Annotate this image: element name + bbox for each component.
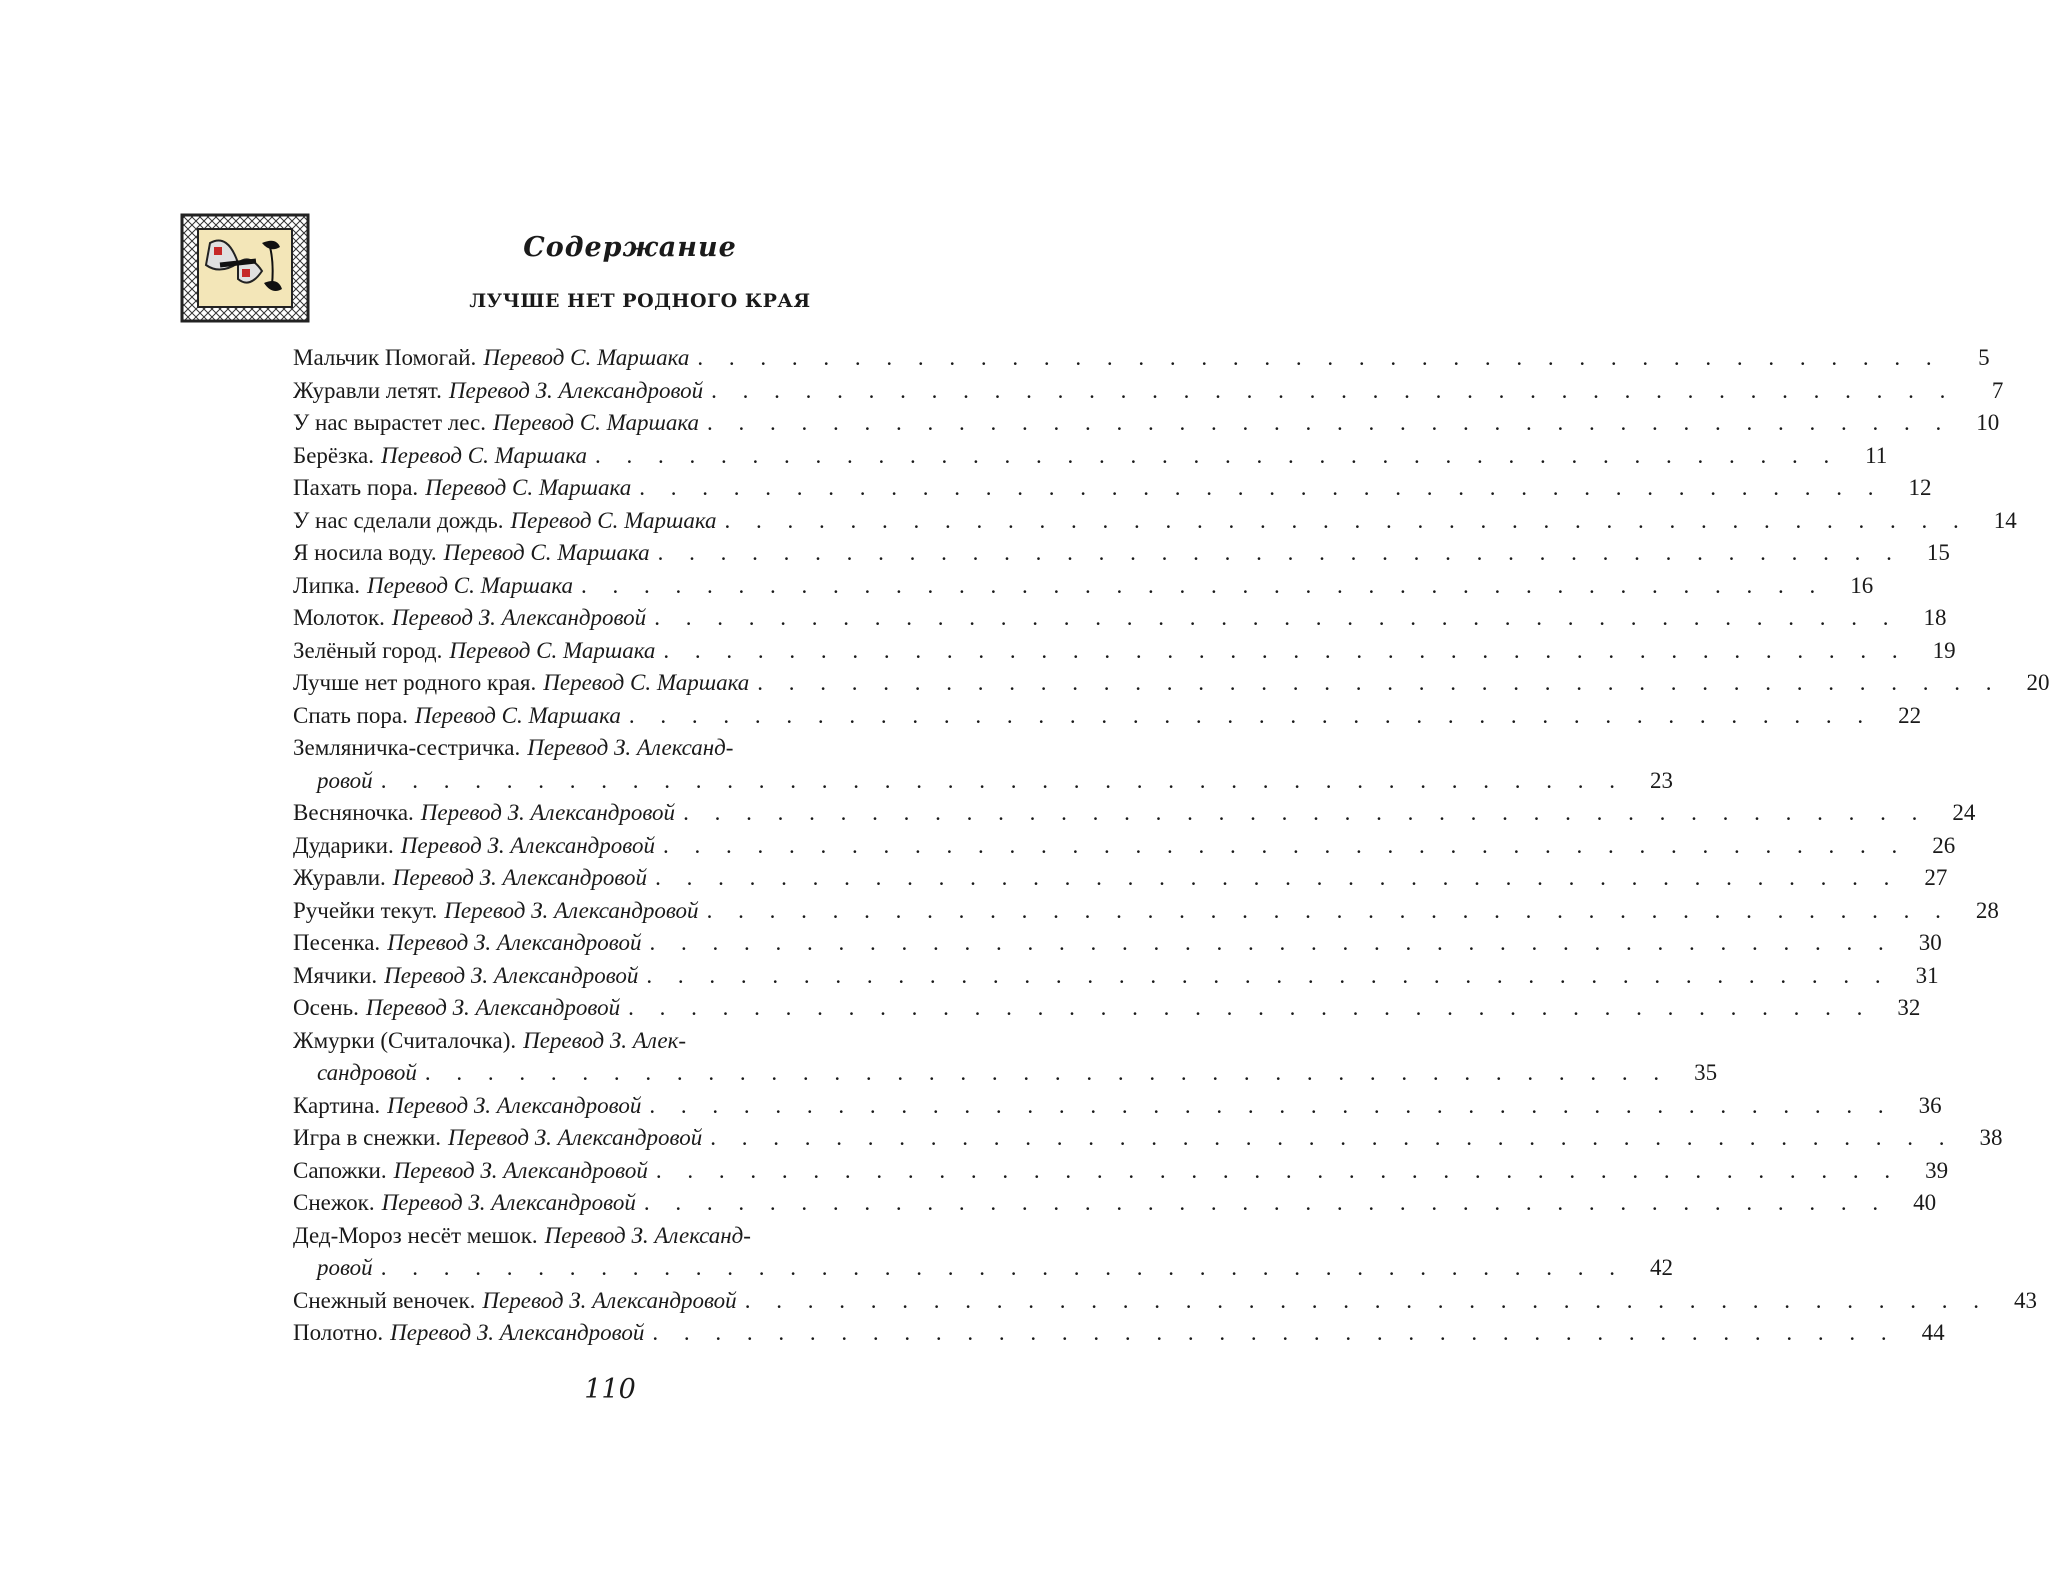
toc-entry-page: 42 [1649, 1255, 1673, 1280]
toc-entry-title: Ручейки текут. [293, 897, 438, 923]
toc-entry [293, 505, 2017, 538]
toc-entry-page: 35 [1694, 1060, 1718, 1085]
leader-dots: . . . . . . . . . . . . . . . . . . . . . . . . . . . . . . . . . . . . . . . . [652, 1320, 1897, 1345]
toc-entry-translator: Перевод З. Александровой [392, 865, 648, 890]
toc-entry-translator: Перевод З. Алек- [523, 1027, 687, 1053]
toc-entry-page: 14 [1993, 507, 2017, 533]
toc-entry-translator-cont: ровой [317, 1255, 373, 1280]
toc-entry-translator: Перевод С. Маршака [443, 540, 650, 565]
toc-entry-translator: Перевод З. Александровой [400, 832, 655, 858]
toc-entry-title: Молоток. [293, 605, 385, 630]
leader-dots: . . . . . . . . . . . . . . . . . . . . . . . . . . . . . . . . . . . . . . . . [581, 572, 1826, 598]
toc-entry-translator: Перевод З. Александ- [544, 1222, 751, 1248]
toc-entry [293, 1317, 1945, 1350]
leader-dots: . . . . . . . . . . . . . . . . . . . . . . . . . . . . . . . . . . . . . . . . [662, 832, 1908, 858]
toc-entry [293, 602, 1947, 635]
toc-entry-page: 39 [1925, 1157, 1949, 1183]
toc-entry-title: Журавли. [293, 865, 386, 890]
toc-entry [293, 992, 1921, 1025]
toc-entry-page: 16 [1850, 572, 1874, 598]
toc-entry-translator: Перевод З. Александровой [365, 995, 621, 1020]
leader-dots: . . . . . . . . . . . . . . . . . . . . . . . . . . . . . . . . . . . . . . . . [649, 930, 1894, 955]
toc-entry-translator: Перевод З. Александровой [448, 377, 704, 403]
toc-entry [293, 1285, 2037, 1318]
toc-entry-page: 26 [1932, 832, 1956, 858]
toc-entry-page: 44 [1921, 1320, 1945, 1345]
leader-dots: . . . . . . . . . . . . . . . . . . . . . . . . . . . . . . . . . . . . . . . . [697, 345, 1942, 370]
toc-entry-page: 23 [1649, 767, 1673, 793]
leader-dots: . . . . . . . . . . . . . . . . . . . . . . . . . . . . . . . . . . . . . . . . [663, 637, 1908, 663]
leader-dots: . . . . . . . . . . . . . . . . . . . . . . . . . . . . . . . . . . . . . . . . [657, 540, 1902, 565]
leader-dots: . . . . . . . . . . . . . . . . . . . . . . . . . . . . . . . . . . . . . . . . [710, 1125, 1955, 1150]
section-heading: ЛУЧШЕ НЕТ РОДНОГО КРАЯ [469, 290, 811, 312]
leader-dots: . . . . . . . . . . . . . . . . . . . . . . . . . . . . . . . . . . . . . . . . [724, 507, 1969, 533]
toc-entry-translator: Перевод С. Маршака [543, 670, 750, 695]
toc-entry-translator: Перевод З. Александровой [384, 962, 639, 988]
toc-entry-page: 18 [1923, 605, 1947, 630]
leader-dots: . . . . . . . . . . . . . . . . . . . . . . . . . . . . . . . . . . . . . . . . [424, 1060, 1670, 1085]
toc-entry [293, 1025, 965, 1058]
toc-entry [293, 830, 1956, 863]
toc-entry [293, 1220, 965, 1253]
toc-entry-page: 12 [1908, 475, 1932, 500]
page-number: 110 [584, 1374, 636, 1405]
toc-entry-translator: Перевод З. Александровой [393, 1157, 648, 1183]
toc-entry [293, 342, 1990, 375]
table-of-contents [293, 342, 2050, 1350]
toc-entry-page: 31 [1915, 962, 1939, 988]
toc-entry-page: 22 [1898, 702, 1922, 728]
toc-entry-title: Мячики. [293, 962, 378, 988]
toc-entry-translator: Перевод С. Маршака [381, 442, 588, 468]
toc-entry-title: Сапожки. [293, 1157, 387, 1183]
toc-entry [293, 1187, 1937, 1220]
toc-entry [293, 1155, 1949, 1188]
toc-entry-title: Лучше нет родного края. [293, 670, 537, 695]
toc-entry-translator: Перевод С. Маршака [510, 507, 717, 533]
toc-entry-title: Весняночка. [293, 800, 414, 825]
leader-dots: . . . . . . . . . . . . . . . . . . . . . . . . . . . . . . . . . . . . . . . . [757, 670, 2002, 695]
toc-entry-title: Осень. [293, 995, 359, 1020]
toc-entry-translator: Перевод С. Маршака [425, 475, 632, 500]
toc-entry-translator: Перевод С. Маршака [483, 345, 690, 370]
toc-entry [293, 635, 1956, 668]
toc-entry-page: 36 [1918, 1092, 1942, 1118]
toc-entry-translator: Перевод С. Маршака [367, 572, 574, 598]
leader-dots: . . . . . . . . . . . . . . . . . . . . . . . . . . . . . . . . . . . . . . . . [706, 897, 1951, 923]
toc-entry-translator: Перевод С. Маршака [449, 637, 656, 663]
toc-entry-translator: Перевод З. Александровой [387, 1092, 642, 1118]
toc-entry [293, 472, 1932, 505]
toc-entry-title: Песенка. [293, 930, 381, 955]
leader-dots: . . . . . . . . . . . . . . . . . . . . . . . . . . . . . . . . . . . . . . . . [628, 995, 1873, 1020]
toc-entry-page: 5 [1978, 345, 1990, 370]
leader-dots: . . . . . . . . . . . . . . . . . . . . . . . . . . . . . . . . . . . . . . . . [639, 475, 1884, 500]
toc-entry [293, 960, 1939, 993]
toc-entry-title: Жмурки (Считалочка). [293, 1027, 517, 1053]
toc-entry-continuation [293, 1252, 1673, 1285]
toc-entry-page: 10 [1976, 410, 2000, 435]
toc-entry [293, 667, 2050, 700]
toc-entry-page: 28 [1975, 897, 1999, 923]
toc-entry [293, 407, 2000, 440]
toc-entry-page: 24 [1952, 800, 1976, 825]
toc-entry-translator: Перевод З. Александровой [390, 1320, 645, 1345]
page-title: Содержание [523, 232, 737, 263]
toc-entry-title: Берёзка. [293, 442, 374, 468]
leader-dots: . . . . . . . . . . . . . . . . . . . . . . . . . . . . . . . . . . . . . . . . [711, 377, 1956, 403]
leader-dots: . . . . . . . . . . . . . . . . . . . . . . . . . . . . . . . . . . . . . . . . [654, 605, 1899, 630]
toc-entry-title: Игра в снежки. [293, 1125, 441, 1150]
toc-entry-page: 40 [1913, 1190, 1937, 1215]
toc-entry [293, 895, 1999, 928]
embroidered-butterfly-icon [180, 213, 310, 323]
leader-dots: . . . . . . . . . . . . . . . . . . . . . . . . . . . . . . . . . . . . . . . . [649, 1092, 1894, 1118]
leader-dots: . . . . . . . . . . . . . . . . . . . . . . . . . . . . . . . . . . . . . . . . [380, 767, 1625, 793]
toc-entry-page: 30 [1918, 930, 1942, 955]
toc-entry-title: Дед-Мороз несёт мешок. [293, 1222, 538, 1248]
leader-dots: . . . . . . . . . . . . . . . . . . . . . . . . . . . . . . . . . . . . . . . . [655, 865, 1900, 890]
leader-dots: . . . . . . . . . . . . . . . . . . . . . . . . . . . . . . . . . . . . . . . . [744, 1287, 1989, 1313]
toc-entry-page: 15 [1926, 540, 1950, 565]
toc-entry-page: 7 [1991, 377, 2004, 403]
leader-dots: . . . . . . . . . . . . . . . . . . . . . . . . . . . . . . . . . . . . . . . . [380, 1255, 1625, 1280]
toc-entry-continuation [293, 765, 1673, 798]
toc-entry-title: Снежный веночек. [293, 1287, 476, 1313]
leader-dots: . . . . . . . . . . . . . . . . . . . . . . . . . . . . . . . . . . . . . . . . [655, 1157, 1901, 1183]
toc-entry-translator: Перевод З. Александ- [527, 735, 734, 760]
toc-entry-title: Земляничка-сестричка. [293, 735, 521, 760]
leader-dots: . . . . . . . . . . . . . . . . . . . . . . . . . . . . . . . . . . . . . . . . [707, 410, 1952, 435]
leader-dots: . . . . . . . . . . . . . . . . . . . . . . . . . . . . . . . . . . . . . . . . [595, 442, 1840, 468]
toc-entry [293, 927, 1942, 960]
toc-entry [293, 570, 1874, 603]
toc-entry-page: 20 [2026, 670, 2050, 695]
toc-entry-translator: Перевод З. Александровой [420, 800, 676, 825]
toc-entry-translator-cont: ровой [317, 767, 373, 793]
toc-entry [293, 537, 1950, 570]
leader-dots: . . . . . . . . . . . . . . . . . . . . . . . . . . . . . . . . . . . . . . . . [683, 800, 1928, 825]
toc-entry-title: У нас вырастет лес. [293, 410, 487, 435]
toc-entry-title: Мальчик Помогай. [293, 345, 477, 370]
toc-entry-title: Картина. [293, 1092, 381, 1118]
toc-entry [293, 862, 1948, 895]
toc-entry-title: Полотно. [293, 1320, 384, 1345]
toc-entry-title: Липка. [293, 572, 361, 598]
toc-entry-page: 11 [1865, 442, 1888, 468]
toc-entry-title: Снежок. [293, 1190, 375, 1215]
toc-entry-translator: Перевод З. Александровой [447, 1125, 703, 1150]
toc-entry-continuation [293, 1057, 1718, 1090]
toc-entry-page: 19 [1932, 637, 1956, 663]
leader-dots: . . . . . . . . . . . . . . . . . . . . . . . . . . . . . . . . . . . . . . . . [646, 962, 1891, 988]
toc-entry-translator: Перевод З. Александровой [381, 1190, 636, 1215]
toc-entry-title: Пахать пора. [293, 475, 419, 500]
toc-entry-title: Я носила воду. [293, 540, 437, 565]
toc-entry-translator: Перевод З. Александровой [391, 605, 647, 630]
toc-entry-page: 32 [1897, 995, 1921, 1020]
toc-entry-title: Зелёный город. [293, 637, 443, 663]
toc-entry-translator: Перевод З. Александровой [444, 897, 699, 923]
toc-entry [293, 440, 1888, 473]
toc-entry [293, 797, 1976, 830]
toc-entry [293, 375, 2004, 408]
toc-entry [293, 700, 1922, 733]
toc-entry-translator: Перевод С. Маршака [414, 702, 621, 728]
toc-entry-translator: Перевод З. Александровой [482, 1287, 737, 1313]
leader-dots: . . . . . . . . . . . . . . . . . . . . . . . . . . . . . . . . . . . . . . . . [628, 702, 1874, 728]
toc-entry-title: У нас сделали дождь. [293, 507, 504, 533]
toc-entry-title: Журавли летят. [293, 377, 442, 403]
toc-entry-page: 27 [1924, 865, 1948, 890]
toc-entry-page: 38 [1979, 1125, 2003, 1150]
toc-entry-translator: Перевод З. Александровой [387, 930, 642, 955]
leader-dots: . . . . . . . . . . . . . . . . . . . . . . . . . . . . . . . . . . . . . . . . [643, 1190, 1889, 1215]
toc-entry-title: Спать пора. [293, 702, 408, 728]
toc-entry-translator: Перевод С. Маршака [493, 410, 700, 435]
toc-entry [293, 732, 965, 765]
toc-entry-title: Дударики. [293, 832, 394, 858]
toc-entry [293, 1090, 1942, 1123]
toc-entry-page: 43 [2013, 1287, 2037, 1313]
toc-entry [293, 1122, 2003, 1155]
toc-entry-translator-cont: сандровой [317, 1060, 417, 1085]
